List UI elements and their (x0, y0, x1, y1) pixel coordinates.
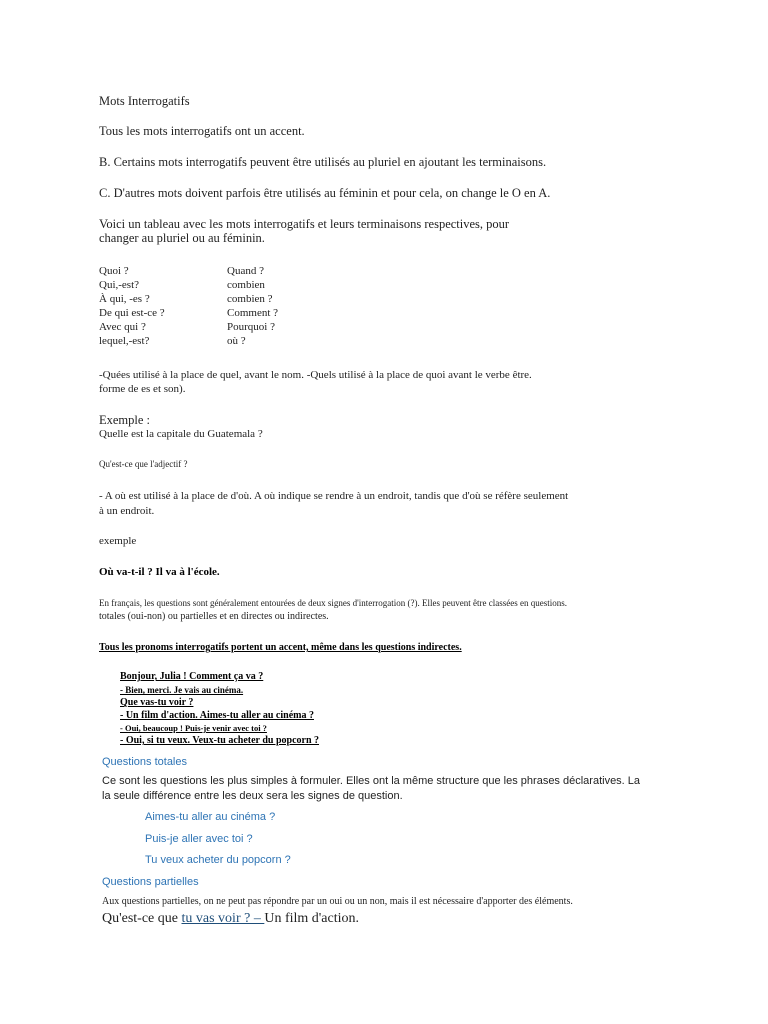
totales-example: Tu veux acheter du popcorn ? (145, 854, 291, 866)
word-left: Avec qui ? (99, 321, 146, 333)
table-intro-line-1: Voici un tableau avec les mots interrogatifs et leurs terminaisons respectives, pour (99, 217, 510, 231)
dialogue-line: Bonjour, Julia ! Comment ça va ? (120, 671, 264, 682)
partielles-text: Aux questions partielles, on ne peut pas répondre par un oui ou un non, mais il est nécessaire d'apporter des éléments. (102, 896, 573, 907)
exemple-question: Quelle est la capitale du Guatemala ? (99, 428, 263, 440)
word-left: Qui,-est? (99, 279, 140, 291)
dialogue-line: - Un film d'action. Aimes-tu aller au cinéma ? (120, 710, 314, 721)
final-example-suffix: Un film d'action. (264, 911, 359, 926)
adjectif-question: Qu'est-ce que l'adjectif ? (99, 459, 188, 469)
exemple-label-lower: exemple (99, 535, 137, 547)
word-left: lequel,-est? (99, 335, 150, 347)
word-left: Quoi ? (99, 265, 129, 277)
word-right: combien ? (227, 293, 273, 305)
word-left: À qui, -es ? (99, 293, 150, 305)
dialogue-line: Que vas-tu voir ? (120, 697, 194, 708)
intro-text: Tous les mots interrogatifs ont un accent. (99, 124, 305, 138)
exemple-label: Exemple : (99, 413, 151, 427)
word-right: Pourquoi ? (227, 321, 275, 333)
word-right: où ? (227, 335, 246, 347)
heading-questions-partielles: Questions partielles (102, 876, 199, 888)
pronoms-note: Tous les pronoms interrogatifs portent un accent, même dans les questions indirectes. (99, 642, 462, 653)
final-example-prefix: Qu'est-ce que (102, 911, 182, 926)
ou-example: Où va-t-il ? Il va à l'école. (99, 566, 220, 578)
table-intro-line-2: changer au pluriel ou au féminin. (99, 231, 265, 245)
word-right: Comment ? (227, 307, 279, 319)
word-right: combien (227, 279, 265, 291)
totales-text-line-2: la seule différence entre les deux sera les signes de question. (102, 790, 403, 802)
document-title: Mots Interrogatifs (99, 94, 190, 108)
heading-questions-totales: Questions totales (102, 756, 187, 768)
final-example-underlined: tu vas voir ? – (181, 911, 265, 926)
totales-example: Puis-je aller avec toi ? (145, 833, 253, 845)
point-c: C. D'autres mots doivent parfois être utilisés au féminin et pour cela, on change le O en A. (99, 186, 551, 200)
dialogue-line: - Oui, beaucoup ! Puis-je venir avec toi ? (120, 723, 267, 733)
quel-note-line-2: forme de es et son). (99, 383, 186, 395)
ou-note-line-1: - A où est utilisé à la place de d'où. A où indique se rendre à un endroit, tandis que d'où se réfère seulement (99, 490, 569, 502)
totales-text-line-1: Ce sont les questions les plus simples à formuler. Elles ont la même structure que les phrases déclaratives. La (102, 775, 641, 787)
final-example (102, 911, 359, 927)
quel-note-line-1: -Quées utilisé à la place de quel, avant le nom. -Quels utilisé à la place de quoi avant le verbe être. (99, 369, 532, 381)
dialogue-line: - Bien, merci. Je vais au cinéma. (120, 685, 244, 695)
word-left: De qui est-ce ? (99, 307, 165, 319)
ou-note-line-2: à un endroit. (99, 505, 155, 517)
questions-note-line-2: totales (oui-non) ou partielles et en directes ou indirectes. (99, 611, 329, 622)
totales-example: Aimes-tu aller au cinéma ? (145, 811, 276, 823)
questions-note-line-1: En français, les questions sont généralement entourées de deux signes d'interrogation (?). Elles peuvent être classées en questions. (99, 598, 567, 608)
dialogue-line: - Oui, si tu veux. Veux-tu acheter du popcorn ? (120, 735, 320, 746)
word-right: Quand ? (227, 265, 264, 277)
point-b: B. Certains mots interrogatifs peuvent être utilisés au pluriel en ajoutant les terminaisons. (99, 155, 547, 169)
